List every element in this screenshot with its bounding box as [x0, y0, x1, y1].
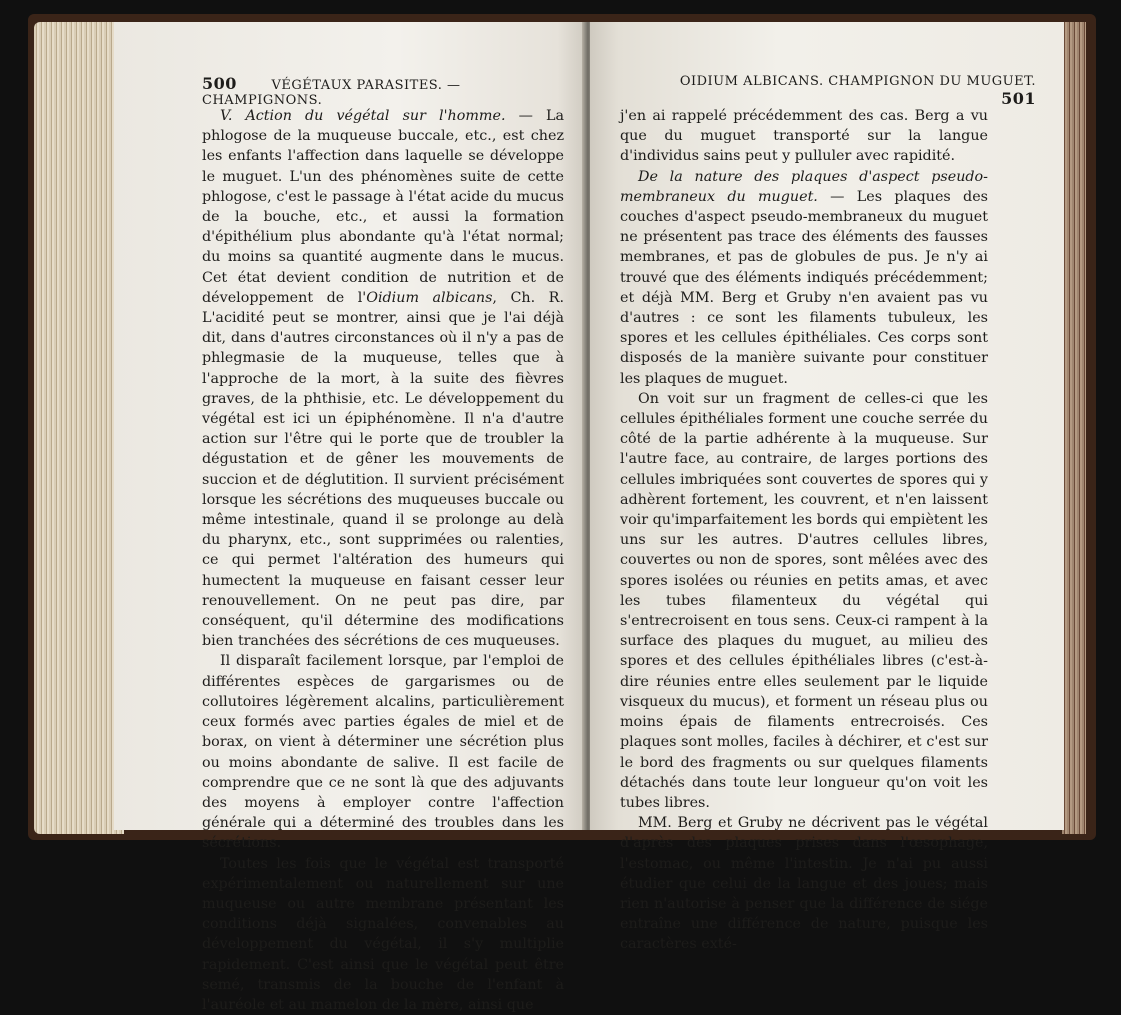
paragraph: MM. Berg et Gruby ne décrivent pas le végétal d'après des plaques prises dans l'œsophage, l'estomac, ou même l'intestin. Je n'ai pu aussi étudier que celui de la langue et des joues; mais rien n'autorise à penser que la différence de siége entraîne une différence de nature, puisque les caractères exté- [620, 815, 988, 953]
paragraph-text: — Les plaques des couches d'aspect pseudo-membraneux du muguet ne présentent pas trace des éléments des fausses membranes, et pas de globules de pus. Je n'y ai trouvé que des éléments indiqués précédemment; et déjà MM. Berg et Gruby n'en avaient pas vu d'autres : ce sont les filaments tubuleux, les spores et les cellules épithéliales. Ces corps sont disposés de la manière suivante pour constituer les plaques de muguet. [620, 188, 988, 387]
right-running-title: OIDIUM ALBICANS. CHAMPIGNON DU MUGUET. [679, 74, 1036, 89]
right-page-number: 501 [1001, 89, 1036, 108]
section-heading: De la nature des plaques d'aspect pseudo-membraneux du muguet. [620, 168, 988, 205]
left-running-head [202, 74, 562, 108]
page-edges-left [34, 22, 124, 834]
page-edges-right [1062, 22, 1086, 834]
left-running-title: VÉGÉTAUX PARASITES. — CHAMPIGNONS. [202, 78, 461, 108]
species-name: Oidium albicans [366, 289, 493, 306]
right-page [590, 22, 1064, 953]
right-body-text [620, 106, 988, 955]
paragraph: On voit sur un fragment de celles-ci que les cellules épithéliales forment une couche serrée du côté de la partie adhérente à la muqueuse. Sur l'autre face, au contraire, de larges portions des cellules imbriquées sont couvertes de spores qui y adhèrent fortement, les couvrent, et n'en laissent voir qu'imparfaitement les bords qui empiètent les uns sur les autres. D'autres cellules libres, couvertes ou non de spores, sont mêlées avec des spores isolées ou réunies en petits amas, et avec les tubes filamenteux du végétal qui s'entrecroisent en tous sens. Ceux-ci rampent à la surface des plaques du muguet, au milieu des spores et des cellules épithéliales libres (c'est-à-dire réunies entre elles seulement par le liquide visqueux du mucus), et forment un réseau plus ou moins épais de filaments entrecroisés. Ces plaques sont molles, faciles à déchirer, et c'est sur le bord des fragments ou sur quelques filaments détachés dans toute leur longueur qu'on voit les tubes libres. [620, 390, 988, 811]
paragraph: Il disparaît facilement lorsque, par l'emploi de différentes espèces de gargarismes ou de collutoires légèrement alcalins, particulièrement ceux formés avec parties égales de miel et de borax, on vient à déterminer une sécrétion plus ou moins abondante de salive. Il est facile de comprendre que ce ne sont là que des adjuvants des moyens à employer contre l'affection générale qui a déterminé des troubles dans les sécrétions. [202, 653, 564, 852]
paragraph-text: , Ch. R. L'acidité peut se montrer, ainsi que je l'ai déjà dit, dans d'autres circonstances où il n'y a pas de phlegmasie de la muqueuse, telles que à l'approche de la mort, à la suite des fièvres graves, de la phthisie, etc. Le développement du végétal est ici un épiphénomène. Il n'a d'autre action sur l'être qui le porte que de troubler la dégustation et de gêner les mouvements de succion et de déglutition. Il survient précisément lorsque les sécrétions des muqueuses buccale ou même intestinale, quand il se prolonge au delà du pharynx, etc., sont supprimées ou ralenties, ce qui permet l'altération des humeurs qui humectent la muqueuse en faisant cesser leur renouvellement. On ne peut pas dire, par conséquent, qu'il détermine des modifications bien tranchées des sécrétions de ces muqueuses. [202, 289, 564, 650]
paragraph-text: — La phlogose de la muqueuse buccale, etc., est chez les enfants l'affection dans laquelle se développe le muguet. L'un des phénomènes suite de cette phlogose, c'est le passage à l'état acide du mucus de la bouche, etc., et aussi la formation d'épithélium plus abondante qu'à l'état normal; du moins sa quantité augmente dans le mucus. Cet état devient condition de nutrition et de développement de l' [202, 108, 564, 306]
right-running-head [676, 74, 1036, 108]
paragraph [620, 167, 988, 389]
paragraph: j'en ai rappelé précédemment des cas. Berg a vu que du muguet transporté sur la langue d'individus sains peut y pulluler avec rapidité. [620, 108, 988, 165]
left-page [114, 22, 586, 1013]
section-heading: V. Action du végétal sur l'homme. [220, 108, 506, 124]
paragraph: Toutes les fois que le végétal est transporté expérimentalement ou naturellement sur une muqueuse ou autre membrane présentant les conditions déjà signalées, convenables au développement du végétal, il s'y multiplie rapidement. C'est ainsi que le végétal peut être semé, transmis de la bouche de l'enfant à l'auréole et au mamelon de la mère, ainsi que [202, 855, 564, 1013]
left-page-number: 500 [202, 74, 237, 93]
paragraph [202, 106, 564, 651]
left-body-text [202, 106, 564, 1015]
